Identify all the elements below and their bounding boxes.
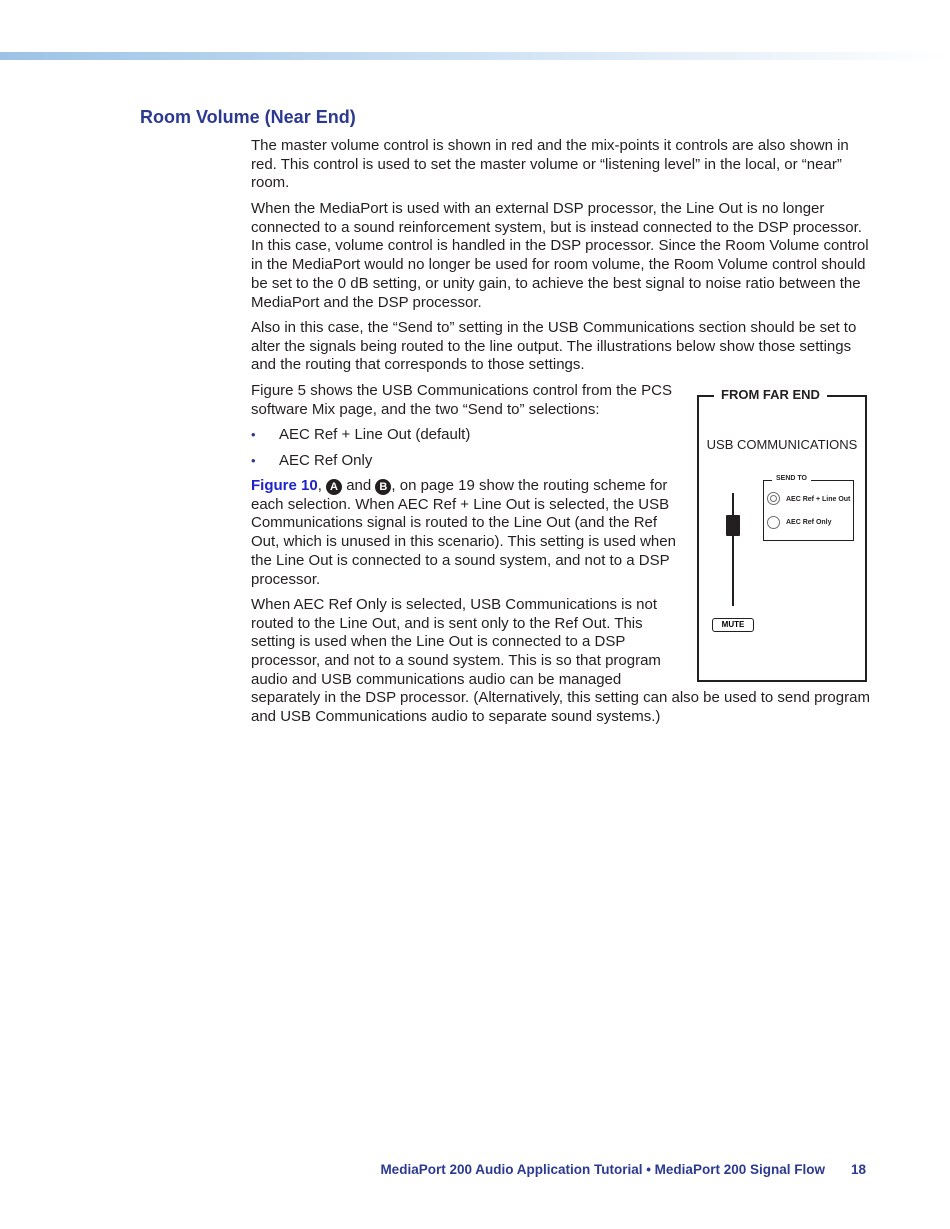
bullet-dot: • bbox=[251, 453, 256, 468]
volume-fader-handle[interactable] bbox=[726, 515, 740, 536]
page-footer bbox=[300, 1162, 866, 1177]
panel-title: FROM FAR END bbox=[714, 387, 827, 402]
paragraph-aec-ref-only-narrow: When AEC Ref Only is selected, USB Communications is not routed to the Line Out, and is sent only to the Ref Out. This setting is used when the Line Out is connected to a DSP processor, and not to a sound system. This is so that program audio and USB communications audio can be managed bbox=[251, 596, 661, 688]
mute-button[interactable]: MUTE bbox=[712, 618, 754, 632]
bullet-text: AEC Ref + Line Out (default) bbox=[279, 426, 471, 443]
paragraph-figure-5: Figure 5 shows the USB Communications control from the PCS software Mix page, and the two “Send to” selections: bbox=[251, 382, 673, 418]
paragraph-send-to: Also in this case, the “Send to” setting in the USB Communications section should be set to alter the signals being routed to the line output. The illustrations below show those settings and the routing that corresponds to those settings. bbox=[251, 319, 857, 374]
footer-title: MediaPort 200 Audio Application Tutorial • MediaPort 200 Signal Flow bbox=[380, 1162, 825, 1177]
radio-aec-ref-only[interactable] bbox=[767, 516, 780, 529]
figure-10-link[interactable]: Figure 10 bbox=[251, 477, 318, 494]
page-number: 18 bbox=[850, 1162, 866, 1177]
bullet-text: AEC Ref Only bbox=[279, 452, 373, 469]
radio-aec-ref-line-out[interactable] bbox=[767, 492, 780, 505]
paragraph-aec-ref-only-full: separately in the DSP processor. (Alternatively, this setting can also be used to send program and USB Communications audio to separate sound systems.) bbox=[251, 689, 870, 725]
figure-10-description: , on page 19 show the routing scheme for each selection. When AEC Ref + Line Out is selected, the USB Communications signal is routed to the Line Out (and the Ref Out, which is unused in this scenario). This setting is used when the Line Out is connected to a sound system, and not to a DSP processor. bbox=[251, 477, 676, 588]
send-to-label: SEND TO bbox=[772, 475, 811, 482]
paragraph-figure-10 bbox=[251, 477, 683, 589]
comma-separator: , bbox=[317, 477, 322, 494]
paragraph-master-volume: The master volume control is shown in red and the mix-points it controls are also shown in red. This control is used to set the master volume or “listening level” in the local, or “near” room. bbox=[251, 137, 849, 192]
paragraph-dsp-processor: When the MediaPort is used with an external DSP processor, the Line Out is no longer connected to a sound reinforcement system, but is instead connected to the DSP processor. In this case, volume control is handled in the DSP processor. Since the Room Volume control in the MediaPort would no longer be used for room volume, the Room Volume control should be set to the 0 dB setting, or unity gain, to achieve the best signal to noise ratio between the MediaPort and the DSP processor. bbox=[251, 200, 869, 311]
and-text: and bbox=[346, 477, 372, 494]
badge-b-icon: B bbox=[375, 479, 391, 495]
radio-label-aec-ref-only: AEC Ref Only bbox=[786, 519, 832, 526]
radio-label-aec-ref-line-out: AEC Ref + Line Out bbox=[786, 496, 851, 503]
send-to-group bbox=[763, 480, 854, 541]
badge-a-icon: A bbox=[326, 479, 342, 495]
section-title: Room Volume (Near End) bbox=[140, 107, 356, 127]
panel-subtitle: USB COMMUNICATIONS bbox=[706, 437, 858, 452]
bullet-dot: • bbox=[251, 427, 256, 442]
header-gradient-band bbox=[0, 52, 950, 60]
volume-fader-track bbox=[732, 493, 734, 606]
